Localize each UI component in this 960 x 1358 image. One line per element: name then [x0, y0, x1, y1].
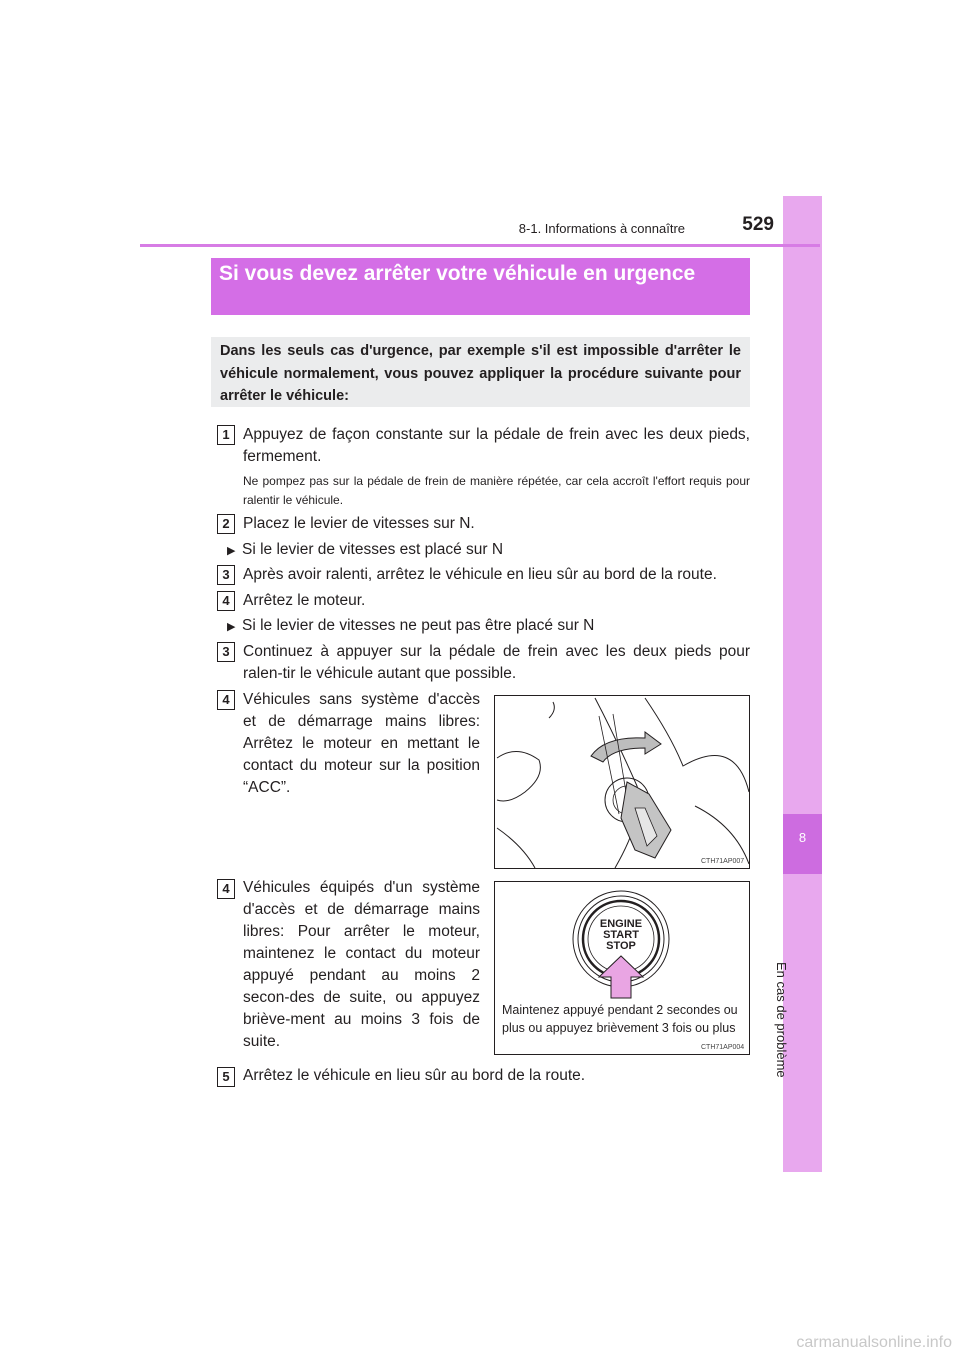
triangle-right-icon: ▶ — [227, 621, 236, 633]
step-number: 1 — [217, 425, 235, 445]
step-number: 4 — [217, 690, 235, 710]
engine-start-figure — [494, 881, 750, 1055]
chapter-title: En cas de problème — [774, 962, 789, 1078]
step-number: 4 — [217, 879, 235, 899]
chapter-number: 8 — [798, 830, 807, 845]
step-number: 5 — [217, 1067, 235, 1087]
figure-code: CTH71AP007 — [701, 858, 745, 865]
triangle-right-icon: ▶ — [227, 545, 236, 557]
step-text: Véhicules équipés d'un système d'accès et de démarrage mains libres: Pour arrêter le moteur, maintenez le contact du moteur appuyé pendant au moins 2 secon-des de suite, ou appuyez briève-ment au moins 3 fois de suite. — [243, 879, 480, 1050]
step-number: 3 — [217, 642, 235, 662]
condition-bullet: ▶ Si le levier de vitesses ne peut pas être placé sur N — [227, 615, 594, 638]
figure-code: CTH71AP004 — [701, 1044, 745, 1051]
step-text: Placez le levier de vitesses sur N. — [243, 515, 475, 532]
condition-bullet: ▶ Si le levier de vitesses est placé sur N — [227, 539, 503, 562]
watermark: carmanualsonline.info — [796, 1334, 952, 1351]
step-text: Véhicules sans système d'accès et de démarrage mains libres: Arrêtez le moteur en mettant le contact du moteur sur la position “ACC”. — [243, 691, 480, 796]
step-text: Arrêtez le moteur. — [243, 592, 366, 609]
header-rule — [140, 244, 820, 247]
figure-caption: Maintenez appuyé pendant 2 secondes ou plus ou appuyez brièvement 3 fois ou plus — [502, 1003, 738, 1035]
step-number: 3 — [217, 565, 235, 585]
page-title: Si vous devez arrêter votre véhicule en urgence — [211, 258, 750, 315]
step-text: Continuez à appuyer sur la pédale de frein avec les deux pieds pour ralen-tir le véhicule autant que possible. — [243, 643, 750, 682]
step-text: Après avoir ralenti, arrêtez le véhicule en lieu sûr au bord de la route. — [243, 566, 717, 583]
engine-start-stop-label: ENGINE START STOP — [599, 918, 643, 952]
step-number: 2 — [217, 514, 235, 534]
key-ignition-figure — [494, 695, 750, 869]
step-note: Ne pompez pas sur la pédale de frein de manière répétée, car cela accroît l'effort requis pour ralentir le véhicule. — [243, 474, 750, 507]
page-number: 529 — [742, 214, 774, 235]
intro-text: Dans les seuls cas d'urgence, par exemple s'il est impossible d'arrêter le véhicule normalement, vous pouvez appliquer la procédure suivante pour arrêter le véhicule: — [211, 337, 750, 407]
key-ignition-illustration — [495, 696, 750, 869]
step-number: 4 — [217, 591, 235, 611]
step-text: Appuyez de façon constante sur la pédale de frein avec les deux pieds, fermement. — [243, 426, 750, 465]
section-title: 8-1. Informations à connaître — [518, 221, 685, 236]
step-text: Arrêtez le véhicule en lieu sûr au bord de la route. — [243, 1067, 586, 1084]
